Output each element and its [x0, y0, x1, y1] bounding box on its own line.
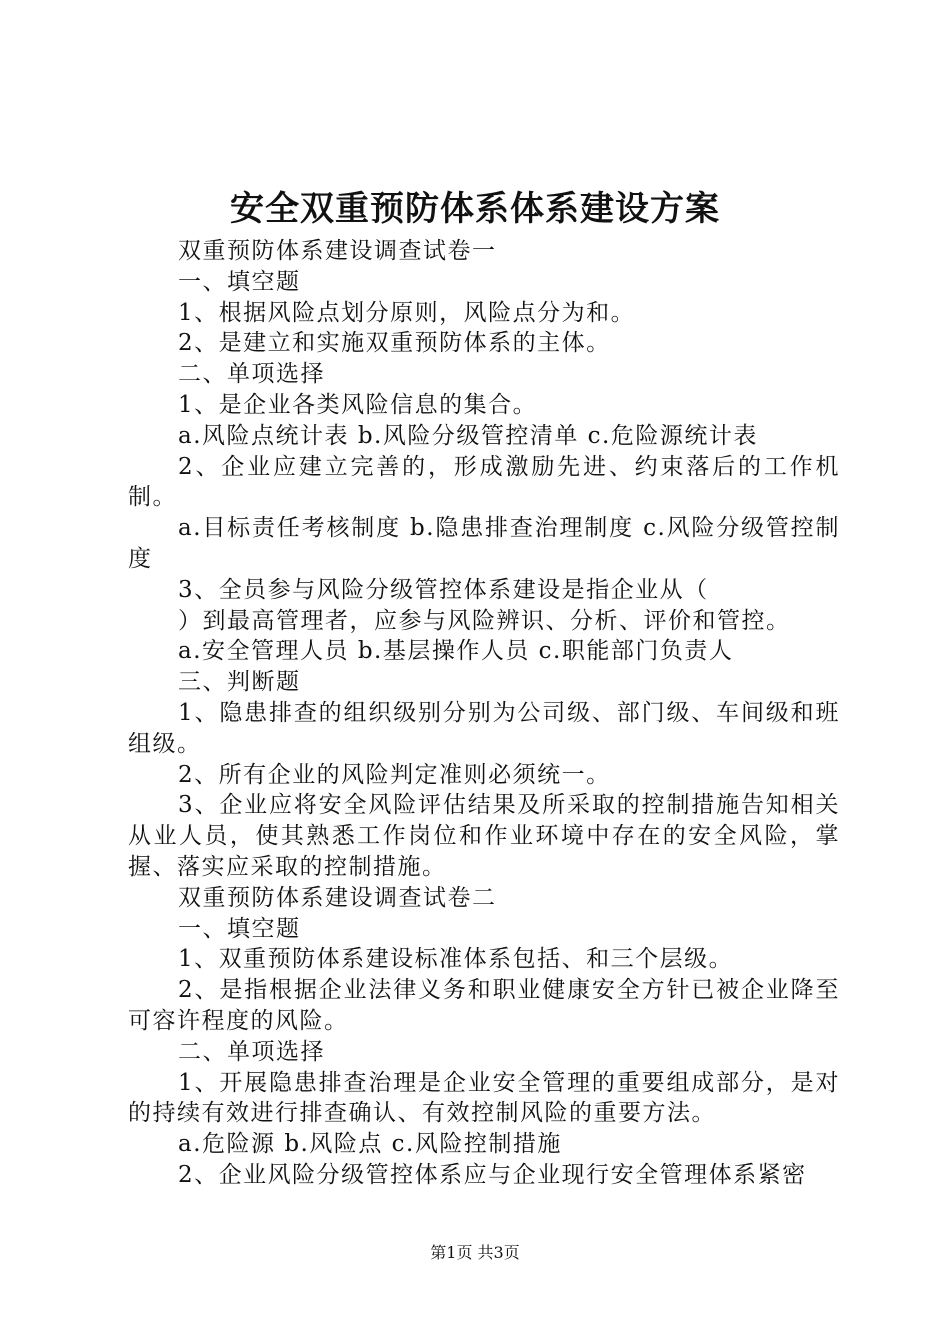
paragraph: a.安全管理人员 b.基层操作人员 c.职能部门负责人 — [178, 638, 734, 665]
paragraph: 3、全员参与风险分级管控体系建设是指企业从（ — [178, 576, 709, 603]
paragraph: 3、企业应将安全风险评估结果及所采取的控制措施告知相关从业人员，使其熟悉工作岗位和作业环境中存在的安全风险，掌握、落实应采取的控制措施。 — [128, 792, 840, 880]
paragraph: 双重预防体系建设调查试卷一 — [178, 238, 497, 264]
paragraph: 一、填空题 — [178, 268, 301, 295]
document-body — [128, 236, 840, 1191]
page-number-footer: 第1页 共3页 — [430, 1243, 520, 1262]
paragraph: 三、判断题 — [178, 669, 301, 696]
paragraph: 2、是建立和实施双重预防体系的主体。 — [178, 330, 611, 357]
paragraph: 1、开展隐患排查治理是企业安全管理的重要组成部分，是对的持续有效进行排查确认、有效控制风险的重要方法。 — [128, 1069, 840, 1127]
paragraph: 一、填空题 — [178, 915, 301, 942]
paragraph: 1、隐患排查的组织级别分别为公司级、部门级、车间级和班组级。 — [128, 699, 840, 757]
paragraph: 1、根据风险点划分原则，风险点分为和。 — [178, 299, 636, 326]
paragraph: 2、企业风险分级管控体系应与企业现行安全管理体系紧密 — [178, 1161, 807, 1188]
paragraph: 1、双重预防体系建设标准体系包括、和三个层级。 — [178, 946, 734, 973]
paragraph: 二、单项选择 — [178, 1038, 325, 1065]
document-title: 安全双重预防体系体系建设方案 — [230, 189, 720, 229]
paragraph: 2、企业应建立完善的，形成激励先进、约束落后的工作机制。 — [128, 453, 840, 511]
paragraph: a.风险点统计表 b.风险分级管控清单 c.危险源统计表 — [178, 422, 758, 449]
paragraph: 2、是指根据企业法律义务和职业健康安全方针已被企业降至可容许程度的风险。 — [128, 977, 840, 1034]
paragraph: ）到最高管理者，应参与风险辨识、分析、评价和管控。 — [178, 607, 791, 634]
paragraph: 2、所有企业的风险判定准则必须统一。 — [178, 761, 611, 788]
paragraph: a.危险源 b.风险点 c.风险控制措施 — [178, 1131, 562, 1158]
paragraph: a.目标责任考核制度 b.隐患排查治理制度 c.风险分级管控制度 — [128, 515, 840, 572]
paragraph: 1、是企业各类风险信息的集合。 — [178, 391, 538, 418]
paragraph: 二、单项选择 — [178, 361, 325, 388]
paragraph: 双重预防体系建设调查试卷二 — [178, 884, 497, 911]
